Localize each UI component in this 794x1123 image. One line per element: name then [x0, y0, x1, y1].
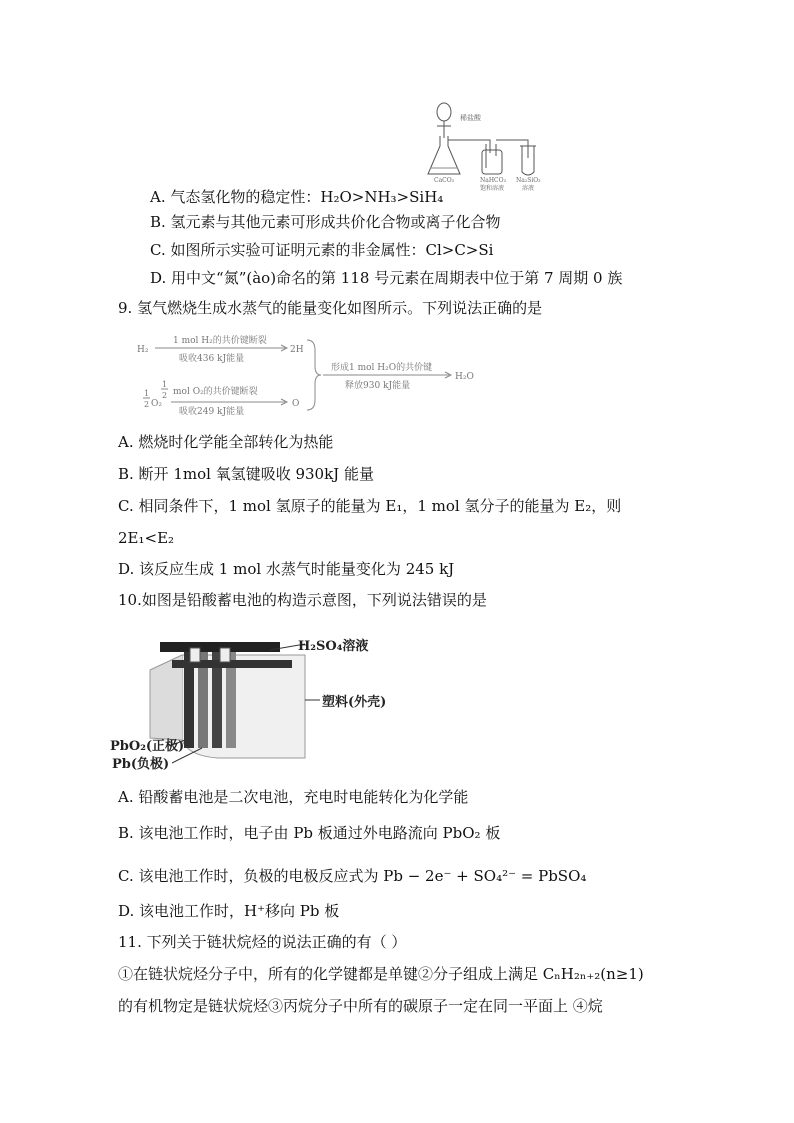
q8-option-d: D. 用中文“氮”(ào)命名的第 118 号元素在周期表中位于第 7 周期 0 族 [150, 269, 623, 287]
q11-stem: 11. 下列关于链状烷烃的说法正确的有（ ） [118, 933, 407, 951]
h2o-label: H₂O [455, 372, 474, 382]
battery-figure [110, 630, 410, 778]
q9-option-a: A. 燃烧时化学能全部转化为热能 [118, 433, 334, 451]
q9-option-d: D. 该反应生成 1 mol 水蒸气时能量变化为 245 kJ [118, 560, 455, 578]
half-num: 1 [144, 389, 150, 398]
half-den: 2 [144, 400, 150, 409]
o2-half-num: 1 [162, 380, 168, 389]
o-label: O [292, 399, 300, 409]
q11-line2: 的有机物定是链状烷烃③丙烷分子中所有的碳原子一定在同一平面上 ④烷 [118, 997, 603, 1015]
o2-absorb-text: 吸收249 kJ能量 [179, 407, 245, 416]
h2-label: H₂ [137, 345, 149, 355]
energy-diagram [135, 330, 485, 416]
q9-option-b: B. 断开 1mol 氧氢键吸收 930kJ 能量 [118, 465, 374, 483]
label-negative: Pb(负极) [112, 757, 170, 772]
o2-break-text: mol O₂的共价键断裂 [173, 387, 258, 397]
o2-half-den: 2 [162, 391, 168, 400]
q10-option-d: D. 该电池工作时，H⁺移向 Pb 板 [118, 902, 340, 920]
q8-option-b: B. 氢元素与其他元素可形成共价化合物或离子化合物 [150, 213, 501, 231]
q10-option-c: C. 该电池工作时，负极的电极反应式为 Pb − 2e⁻ + SO₄²⁻ = PbSO₄ [118, 867, 587, 885]
q8-option-a: A. 气态氢化物的稳定性：H₂O>NH₃>SiH₄ [150, 188, 444, 206]
apparatus-figure [420, 98, 554, 192]
label-positive: PbO₂(正极) [110, 739, 185, 754]
o2-label: O₂ [151, 399, 162, 409]
q10-option-b: B. 该电池工作时，电子由 Pb 板通过外电路流向 PbO₂ 板 [118, 824, 501, 842]
h2-break-text: 1 mol H₂的共价键断裂 [173, 336, 267, 346]
release-text: 释放930 kJ能量 [345, 381, 411, 391]
q11-line1: ①在链状烷烃分子中，所有的化学键都是单键②分子组成上满足 CₙH₂ₙ₊₂(n≥1) [118, 965, 644, 983]
q8-option-c: C. 如图所示实验可证明元素的非金属性：Cl>C>Si [150, 241, 494, 259]
q9-stem: 9. 氢气燃烧生成水蒸气的能量变化如图所示。下列说法正确的是 [118, 299, 543, 317]
label-bottle-a: NaHCO₃ [480, 177, 506, 184]
q9-option-c-line2: 2E₁<E₂ [118, 529, 175, 547]
label-case: 塑料(外壳) [322, 695, 387, 710]
h2-absorb-text: 吸收436 kJ能量 [179, 354, 245, 364]
label-acid: 稀盐酸 [460, 114, 481, 122]
form-bond-text: 形成1 mol H₂O的共价键 [331, 363, 433, 373]
q9-option-c-line1: C. 相同条件下，1 mol 氢原子的能量为 E₁，1 mol 氢分子的能量为 E₂，则 [118, 497, 622, 515]
label-tube-a: Na₂SiO₃ [516, 177, 541, 184]
label-solution: H₂SO₄溶液 [298, 639, 369, 654]
q10-option-a: A. 铅酸蓄电池是二次电池，充电时电能转化为化学能 [118, 788, 469, 806]
q10-stem: 10.如图是铅酸蓄电池的构造示意图，下列说法错误的是 [118, 591, 487, 609]
label-tube-b: 溶液 [522, 185, 535, 192]
two-h-label: 2H [290, 345, 304, 355]
label-bottle-b: 饱和溶液 [480, 185, 505, 192]
label-flask: CaCO₃ [434, 177, 455, 184]
